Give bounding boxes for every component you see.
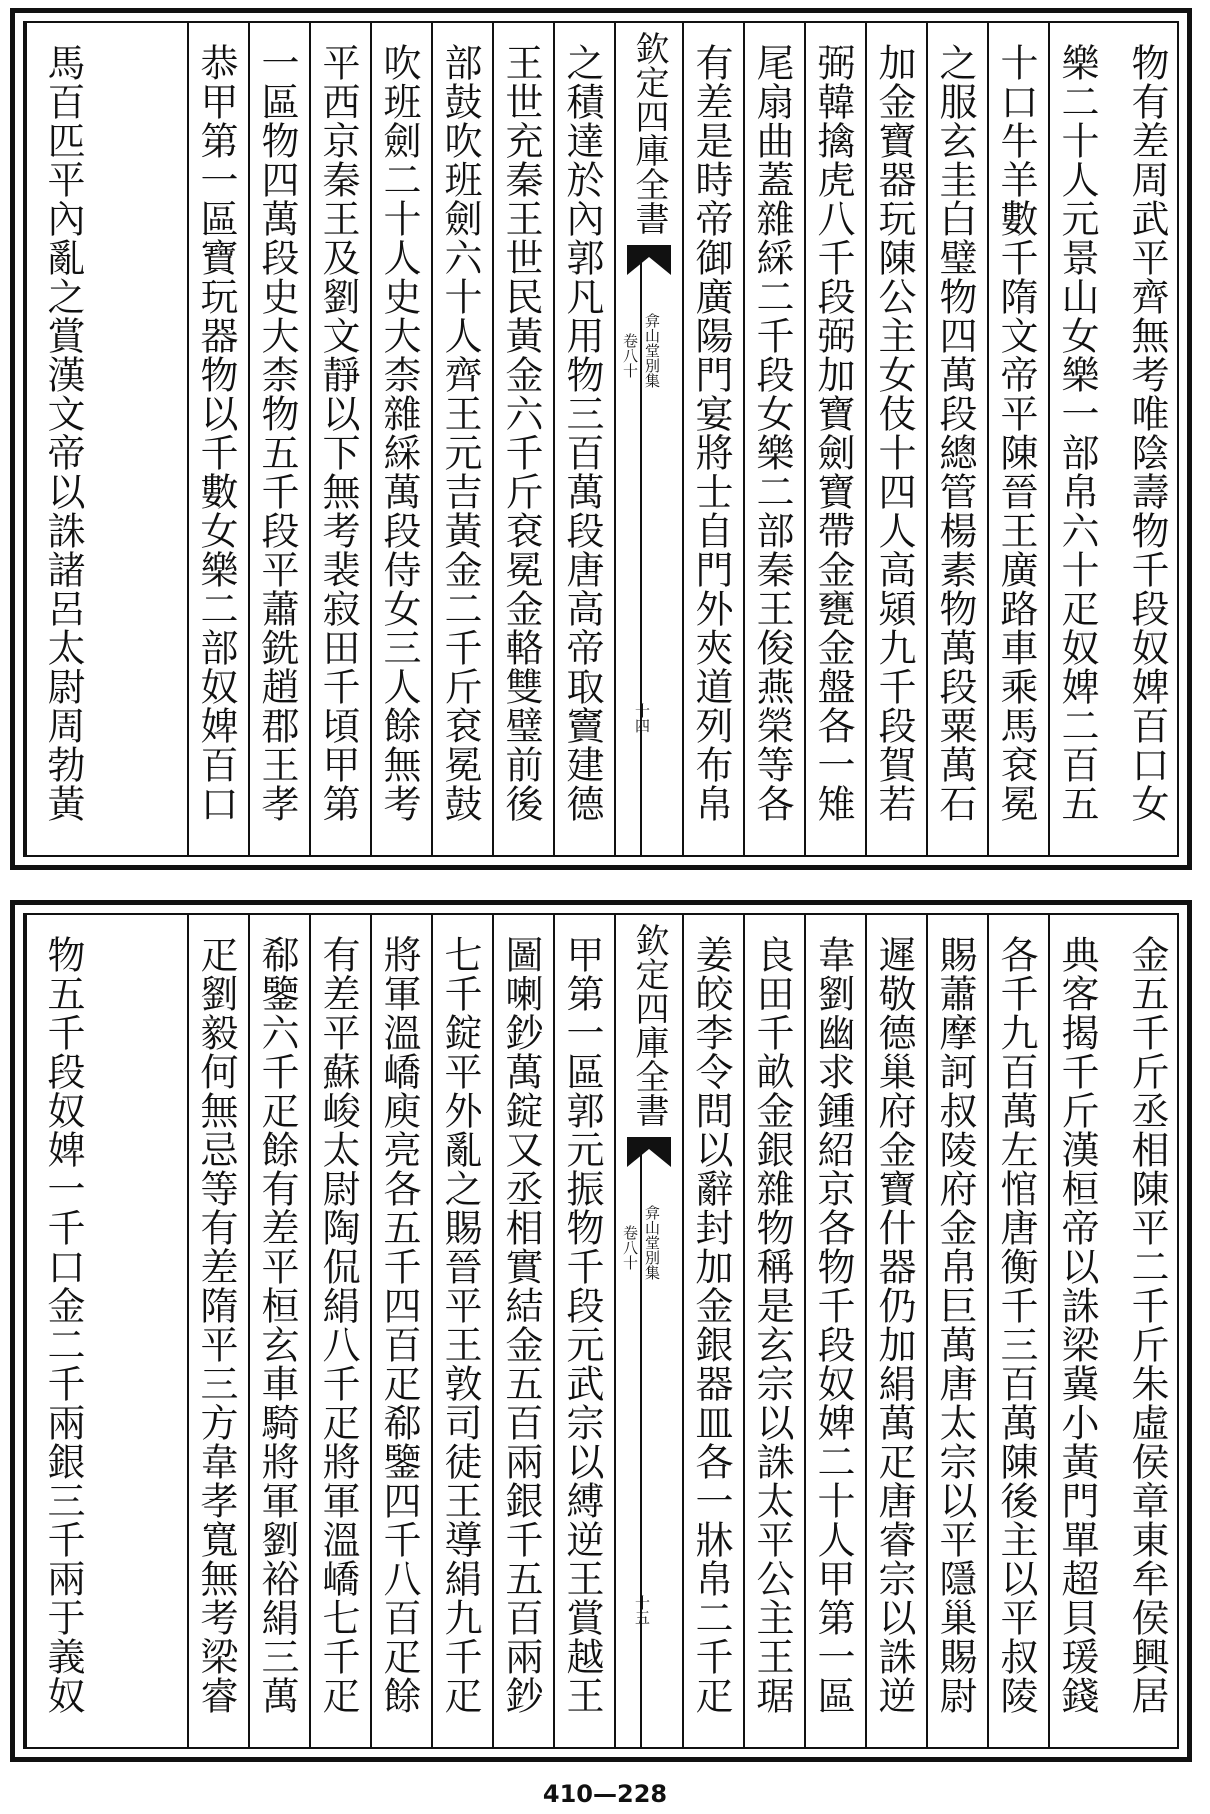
collection-title: 弇山堂別集 [643,1205,661,1280]
center-fold-column [614,23,682,855]
text-column: 吹班劍二十人史大柰雜綵萬段侍女三人餘無考 [370,23,431,855]
text-column: 姜皎李令問以辭封加金銀器皿各一牀帛二千疋 [682,915,743,1747]
text-column: 圖喇鈔萬錠又丞相實結金五百兩銀千五百兩鈔 [492,915,553,1747]
text-column: 加金寶器玩陳公主女伎十四人高熲九千段賀若 [865,23,926,855]
text-column: 十口牛羊數千隋文帝平陳晉王廣路車乘馬袞冕 [987,23,1048,855]
text-column: 部鼓吹班劍六十人齊王元吉黃金二千斤袞冕鼓 [431,23,492,855]
lower-page [10,900,1192,1762]
page-number: 十四 [633,703,651,733]
collection-title: 弇山堂別集 [643,313,661,388]
text-column: 將軍溫嶠庾亮各五千四百疋郗鑒四千八百疋餘 [370,915,431,1747]
text-column: 疋劉毅何無忌等有差隋平三方韋孝寬無考梁睿 [187,915,248,1747]
text-column: 之積達於內郭凡用物三百萬段唐高帝取竇建德 [553,23,614,855]
text-column: 之服玄圭白璧物四萬段總管楊素物萬段粟萬石 [926,23,987,855]
text-column: 馬百匹平內亂之賞漢文帝以誅諸呂太尉周勃黃 [25,23,187,855]
volume-label: 卷八十 [621,1225,639,1270]
lower-text-frame [23,913,1179,1749]
text-column: 典客揭千斤漢桓帝以誅梁冀小黃門單超貝瑗錢 [1048,915,1109,1747]
text-column: 樂二十人元景山女樂一部帛六十疋奴婢二百五 [1048,23,1109,855]
text-column: 物五千段奴婢一千口金二千兩銀三千兩于義奴 [25,915,187,1747]
volume-label: 卷八十 [621,333,639,378]
text-column: 遲敬德巢府金寶什器仍加絹萬疋唐睿宗以誅逆 [865,915,926,1747]
fishtail-mark-icon [627,1137,671,1167]
text-column: 賜蕭摩訶叔陵府金帛巨萬唐太宗以平隱巢賜尉 [926,915,987,1747]
text-column: 弼韓擒虎八千段弼加寶劍寶帶金甕金盤各一雉 [804,23,865,855]
page-number: 十五 [633,1595,651,1625]
text-column: 郗鑒六千疋餘有差平桓玄車騎將軍劉裕絹三萬 [248,915,309,1747]
text-column: 尾扇曲蓋雜綵二千段女樂二部秦王俊燕榮等各 [743,23,804,855]
text-column: 一區物四萬段史大柰物五千段平蕭銑趙郡王孝 [248,23,309,855]
text-column: 恭甲第一區寶玩器物以千數女樂二部奴婢百口 [187,23,248,855]
text-column: 平西京秦王及劉文靜以下無考裴寂田千頃甲第 [309,23,370,855]
text-column: 甲第一區郭元振物千段元武宗以縛逆王賞越王 [553,915,614,1747]
fishtail-mark-icon [627,245,671,275]
text-column: 韋劉幽求鍾紹京各物千段奴婢二十人甲第一區 [804,915,865,1747]
text-column: 有差是時帝御廣陽門宴將士自門外夾道列布帛 [682,23,743,855]
upper-text-frame [23,21,1179,857]
text-column: 金五千斤丞相陳平二千斤朱虛侯章東牟侯興居 [1125,935,1169,1715]
page-code: 410—228 [542,1780,668,1808]
center-fold-column [614,915,682,1747]
text-column: 有差平蘇峻太尉陶侃絹八千疋將軍溫嶠七千疋 [309,915,370,1747]
text-column: 七千錠平外亂之賜晉平王敦司徒王導絹九千疋 [431,915,492,1747]
upper-page [10,8,1192,870]
text-column: 物有差周武平齊無考唯陰壽物千段奴婢百口女 [1125,43,1169,823]
text-column: 各千九百萬左悺唐衡千三百萬陳後主以平叔陵 [987,915,1048,1747]
text-column: 王世充秦王世民黃金六千斤袞冕金輅雙璧前後 [492,23,553,855]
book-title: 欽定四庫全書 [629,923,669,1127]
text-column: 良田千畝金銀雜物稱是玄宗以誅太平公主王琚 [743,915,804,1747]
book-title: 欽定四庫全書 [629,31,669,235]
